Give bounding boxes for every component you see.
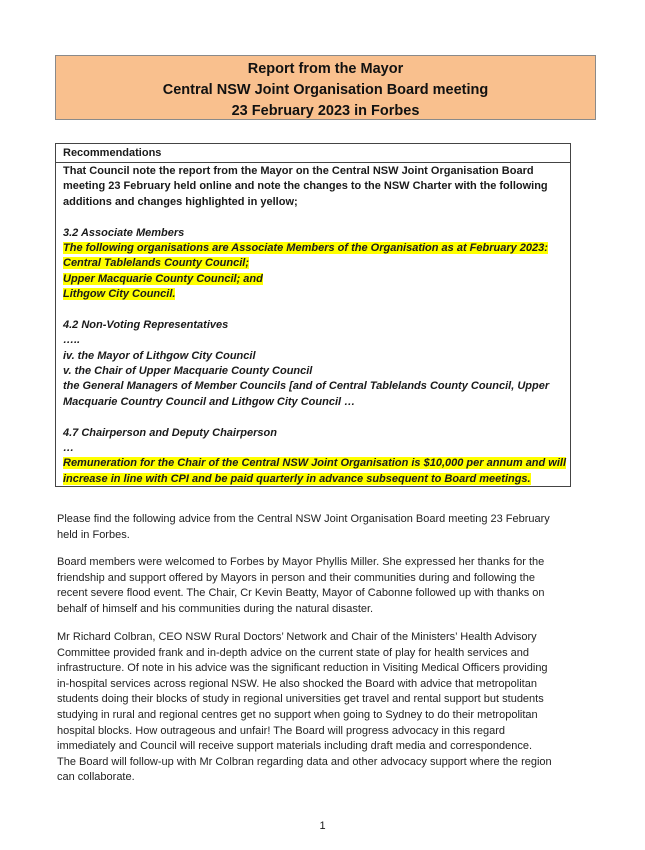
recommendation-intro-line: additions and changes highlighted in yellow; [63,195,298,208]
paragraph-line: Mr Richard Colbran, CEO NSW Rural Doctors’ Network and Chair of the Ministers’ Health Advisory [57,631,537,643]
page-number: 1 [319,820,326,832]
paragraph-line: friendship and support offered by Mayors in person and their communities during and following the [57,571,535,584]
title-line-3: 23 February 2023 in Forbes [231,103,420,119]
paragraph-line: held in Forbes. [57,528,130,541]
paragraph-line: can collaborate. [57,771,135,784]
section-4-7-heading: 4.7 Chairperson and Deputy Chairperson [63,426,277,439]
highlighted-text: Upper Macquarie County Council; and [63,272,263,285]
paragraph-line: studying in rural and regional centres get no support when going to Sydney to do their metropolitan [57,708,538,721]
highlighted-text: Remuneration for the Chair of the Central NSW Joint Organisation is $10,000 per annum and will [63,457,567,470]
report-title-box [55,55,596,120]
paragraph-intro [57,512,587,543]
recommendations-header: Recommendations [56,144,570,163]
paragraph-line: students doing their blocks of study in regional universities get travel and rental support but students [57,693,544,706]
section-4-2-line: Macquarie Country Council and Lithgow City Council … [63,395,356,408]
section-4-2-line: v. the Chair of Upper Macquarie County Council [63,365,313,378]
section-4-2-line: the General Managers of Member Councils [and of Central Tablelands County Council, Upper [63,380,550,393]
paragraph-line: hospital blocks. How outrageous and unfair! The Board will progress advocacy in this regard [57,724,505,737]
paragraph-line: Committee provided frank and in-depth advice on the current state of play for health services and [57,646,530,659]
title-line-1: Report from the Mayor [247,61,404,77]
paragraph-line: immediately and Council will receive support materials including draft media and correspondence. [57,740,533,753]
section-4-7-ellipsis: … [63,442,74,455]
section-4-2-heading: 4.2 Non-Voting Representatives [63,318,229,331]
section-4-2-line: iv. the Mayor of Lithgow City Council [63,349,256,362]
paragraph-line: Please find the following advice from the Central NSW Joint Organisation Board meeting 23 February [57,513,550,525]
paragraph-welcome [57,555,587,617]
paragraph-line: The Board will follow-up with Mr Colbran regarding data and other advocacy support where the region [57,755,552,768]
section-4-2-line: ….. [63,334,81,347]
paragraph-line: recent severe flood event. The Chair, Cr Kevin Beatty, Mayor of Cabonne followed up with thanks on [57,587,545,600]
highlighted-text: The following organisations are Associate Members of the Organisation as at February 2023: [63,241,548,254]
recommendation-intro-line: meeting 23 February held online and note the changes to the NSW Charter with the following [63,180,548,193]
recommendations-box [55,143,571,487]
paragraph-health-advice [57,630,587,786]
highlighted-text: increase in line with CPI and be paid quarterly in advance subsequent to Board meetings. [63,472,531,485]
paragraph-line: Board members were welcomed to Forbes by Mayor Phyllis Miller. She expressed her thanks for the [57,556,545,568]
paragraph-line: behalf of himself and his communities during the natural disaster. [57,602,374,615]
highlighted-text: Central Tablelands County Council; [63,257,249,270]
recommendations-body [56,163,570,487]
recommendation-intro-line: That Council note the report from the Mayor on the Central NSW Joint Organisation Board [63,165,534,177]
highlighted-text: Lithgow City Council. [63,288,176,301]
section-3-2-heading: 3.2 Associate Members [63,226,185,239]
paragraph-line: infrastructure. Of note in his advice was the significant reduction in Visiting Medical Officers providing [57,662,548,675]
paragraph-line: in-hospital services across regional NSW. He also shocked the Board with advice that metropolitan [57,677,537,690]
title-line-2: Central NSW Joint Organisation Board meeting [162,82,489,98]
